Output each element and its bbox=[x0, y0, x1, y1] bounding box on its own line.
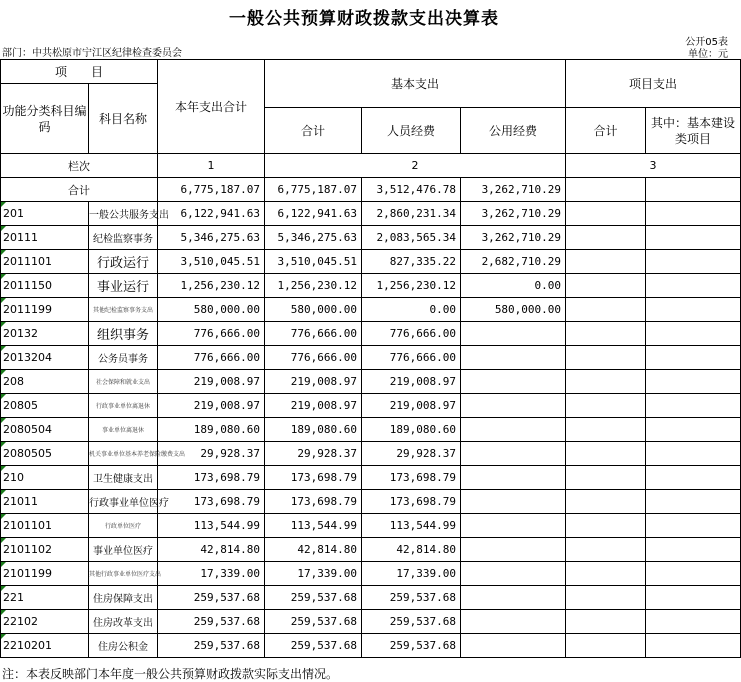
table-row bbox=[1, 226, 741, 250]
table-row bbox=[1, 490, 741, 514]
row-subject-name: 行政事业单位医疗 bbox=[89, 490, 158, 514]
row-year-total: 6,122,941.63 bbox=[158, 202, 265, 226]
row-proj-infra bbox=[646, 274, 741, 298]
row-subject-name: 卫生健康支出 bbox=[89, 466, 158, 490]
col-no-3: 3 bbox=[566, 154, 741, 178]
row-proj-subtotal bbox=[566, 538, 646, 562]
table-row bbox=[1, 562, 741, 586]
col-no-1: 1 bbox=[158, 154, 265, 178]
header-subject-name: 科目名称 bbox=[89, 84, 158, 154]
row-proj-subtotal bbox=[566, 394, 646, 418]
row-subtotal: 5,346,275.63 bbox=[265, 226, 362, 250]
row-subtotal: 776,666.00 bbox=[265, 346, 362, 370]
row-personnel: 113,544.99 bbox=[362, 514, 461, 538]
table-row bbox=[1, 250, 741, 274]
row-proj-infra bbox=[646, 610, 741, 634]
row-proj-infra bbox=[646, 418, 741, 442]
row-proj-subtotal bbox=[566, 490, 646, 514]
row-personnel: 259,537.68 bbox=[362, 586, 461, 610]
row-public-fund bbox=[461, 634, 566, 658]
row-code: 20805 bbox=[1, 394, 89, 418]
unit-label: 单位：元 bbox=[688, 49, 728, 60]
row-year-total: 219,008.97 bbox=[158, 394, 265, 418]
expenditure-table bbox=[0, 59, 741, 658]
row-personnel: 173,698.79 bbox=[362, 490, 461, 514]
row-subject-name: 组织事务 bbox=[89, 322, 158, 346]
row-code: 2011150 bbox=[1, 274, 89, 298]
row-subtotal: 3,510,045.51 bbox=[265, 250, 362, 274]
row-personnel: 1,256,230.12 bbox=[362, 274, 461, 298]
row-subtotal: 42,814.80 bbox=[265, 538, 362, 562]
row-code: 2011199 bbox=[1, 298, 89, 322]
row-proj-infra bbox=[646, 298, 741, 322]
total-subtotal: 6,775,187.07 bbox=[265, 178, 362, 202]
row-proj-infra bbox=[646, 466, 741, 490]
total-year-total: 6,775,187.07 bbox=[158, 178, 265, 202]
row-subject-name: 公务员事务 bbox=[89, 346, 158, 370]
row-year-total: 259,537.68 bbox=[158, 586, 265, 610]
row-code: 20132 bbox=[1, 322, 89, 346]
row-public-fund: 580,000.00 bbox=[461, 298, 566, 322]
row-subject-name: 社会保障和就业支出 bbox=[89, 370, 158, 394]
row-subject-name: 事业运行 bbox=[89, 274, 158, 298]
row-year-total: 776,666.00 bbox=[158, 322, 265, 346]
row-subject-name: 住房改革支出 bbox=[89, 610, 158, 634]
row-subject-name: 行政事业单位离退休 bbox=[89, 394, 158, 418]
row-personnel: 2,083,565.34 bbox=[362, 226, 461, 250]
row-personnel: 776,666.00 bbox=[362, 346, 461, 370]
table-row bbox=[1, 514, 741, 538]
row-public-fund bbox=[461, 442, 566, 466]
row-proj-subtotal bbox=[566, 346, 646, 370]
row-proj-subtotal bbox=[566, 610, 646, 634]
department-label: 部门：中共松原市宁江区纪律检查委员会 bbox=[2, 48, 182, 59]
row-personnel: 42,814.80 bbox=[362, 538, 461, 562]
row-subtotal: 17,339.00 bbox=[265, 562, 362, 586]
row-year-total: 29,928.37 bbox=[158, 442, 265, 466]
row-year-total: 42,814.80 bbox=[158, 538, 265, 562]
row-public-fund: 3,262,710.29 bbox=[461, 226, 566, 250]
row-subtotal: 776,666.00 bbox=[265, 322, 362, 346]
row-proj-subtotal bbox=[566, 418, 646, 442]
row-personnel: 173,698.79 bbox=[362, 466, 461, 490]
row-code: 2080505 bbox=[1, 442, 89, 466]
row-proj-infra bbox=[646, 346, 741, 370]
row-code: 2013204 bbox=[1, 346, 89, 370]
row-proj-subtotal bbox=[566, 586, 646, 610]
row-subtotal: 189,080.60 bbox=[265, 418, 362, 442]
table-row bbox=[1, 274, 741, 298]
row-code: 2011101 bbox=[1, 250, 89, 274]
total-proj-infra bbox=[646, 178, 741, 202]
row-year-total: 113,544.99 bbox=[158, 514, 265, 538]
row-code: 2101199 bbox=[1, 562, 89, 586]
row-code: 2080504 bbox=[1, 418, 89, 442]
total-personnel: 3,512,476.78 bbox=[362, 178, 461, 202]
row-public-fund bbox=[461, 514, 566, 538]
page-title: 一般公共预算财政拨款支出决算表 bbox=[229, 9, 499, 29]
table-row bbox=[1, 442, 741, 466]
row-year-total: 580,000.00 bbox=[158, 298, 265, 322]
row-proj-infra bbox=[646, 634, 741, 658]
row-personnel: 776,666.00 bbox=[362, 322, 461, 346]
header-proj-subtotal: 合计 bbox=[566, 108, 646, 154]
row-personnel: 0.00 bbox=[362, 298, 461, 322]
table-row bbox=[1, 538, 741, 562]
row-proj-subtotal bbox=[566, 250, 646, 274]
row-subject-name: 一般公共服务支出 bbox=[89, 202, 158, 226]
row-subject-name: 事业单位离退休 bbox=[89, 418, 158, 442]
row-public-fund bbox=[461, 370, 566, 394]
table-row bbox=[1, 298, 741, 322]
table-row bbox=[1, 466, 741, 490]
row-subject-name: 其他行政事业单位医疗支出 bbox=[89, 562, 158, 586]
row-subject-name: 机关事业单位基本养老保险缴费支出 bbox=[89, 442, 158, 466]
table-row bbox=[1, 394, 741, 418]
row-subject-name: 其他纪检监察事务支出 bbox=[89, 298, 158, 322]
row-public-fund bbox=[461, 418, 566, 442]
row-personnel: 259,537.68 bbox=[362, 610, 461, 634]
grand-total-label: 合计 bbox=[1, 178, 158, 202]
table-row bbox=[1, 586, 741, 610]
row-public-fund bbox=[461, 322, 566, 346]
row-public-fund bbox=[461, 394, 566, 418]
row-proj-infra bbox=[646, 442, 741, 466]
row-subject-name: 住房保障支出 bbox=[89, 586, 158, 610]
form-code: 公开05表 bbox=[685, 37, 728, 48]
header-func-code: 功能分类科目编码 bbox=[1, 84, 89, 154]
row-subject-name: 行政单位医疗 bbox=[89, 514, 158, 538]
col-no-2: 2 bbox=[265, 154, 566, 178]
row-personnel: 189,080.60 bbox=[362, 418, 461, 442]
row-proj-subtotal bbox=[566, 514, 646, 538]
row-code: 2210201 bbox=[1, 634, 89, 658]
row-subject-name: 行政运行 bbox=[89, 250, 158, 274]
row-proj-infra bbox=[646, 226, 741, 250]
row-public-fund: 0.00 bbox=[461, 274, 566, 298]
header-year-total: 本年支出合计 bbox=[158, 60, 265, 154]
table-row bbox=[1, 322, 741, 346]
header-subtotal: 合计 bbox=[265, 108, 362, 154]
row-year-total: 776,666.00 bbox=[158, 346, 265, 370]
row-proj-subtotal bbox=[566, 370, 646, 394]
row-proj-infra bbox=[646, 538, 741, 562]
row-proj-infra bbox=[646, 586, 741, 610]
row-proj-subtotal bbox=[566, 298, 646, 322]
row-proj-infra bbox=[646, 490, 741, 514]
row-proj-infra bbox=[646, 370, 741, 394]
header-project: 项目支出 bbox=[566, 60, 741, 108]
row-personnel: 219,008.97 bbox=[362, 370, 461, 394]
total-proj-subtotal bbox=[566, 178, 646, 202]
row-subtotal: 113,544.99 bbox=[265, 514, 362, 538]
row-public-fund bbox=[461, 466, 566, 490]
table-row bbox=[1, 346, 741, 370]
row-no-label: 栏次 bbox=[1, 154, 158, 178]
row-proj-subtotal bbox=[566, 466, 646, 490]
row-proj-subtotal bbox=[566, 562, 646, 586]
row-subtotal: 173,698.79 bbox=[265, 490, 362, 514]
row-proj-subtotal bbox=[566, 442, 646, 466]
row-year-total: 1,256,230.12 bbox=[158, 274, 265, 298]
row-code: 2101101 bbox=[1, 514, 89, 538]
table-row bbox=[1, 634, 741, 658]
row-code: 22102 bbox=[1, 610, 89, 634]
row-proj-infra bbox=[646, 202, 741, 226]
row-subtotal: 580,000.00 bbox=[265, 298, 362, 322]
row-public-fund bbox=[461, 586, 566, 610]
row-year-total: 5,346,275.63 bbox=[158, 226, 265, 250]
row-public-fund bbox=[461, 490, 566, 514]
row-public-fund bbox=[461, 346, 566, 370]
row-year-total: 173,698.79 bbox=[158, 490, 265, 514]
row-personnel: 259,537.68 bbox=[362, 634, 461, 658]
table-row bbox=[1, 370, 741, 394]
row-year-total: 219,008.97 bbox=[158, 370, 265, 394]
row-public-fund bbox=[461, 538, 566, 562]
total-public-fund: 3,262,710.29 bbox=[461, 178, 566, 202]
row-subtotal: 6,122,941.63 bbox=[265, 202, 362, 226]
row-code: 20111 bbox=[1, 226, 89, 250]
row-subtotal: 1,256,230.12 bbox=[265, 274, 362, 298]
row-subject-name: 事业单位医疗 bbox=[89, 538, 158, 562]
row-subject-name: 住房公积金 bbox=[89, 634, 158, 658]
footnote: 注：本表反映部门本年度一般公共预算财政拨款实际支出情况。 bbox=[2, 667, 339, 681]
header-item: 项 目 bbox=[1, 60, 158, 84]
row-proj-infra bbox=[646, 394, 741, 418]
row-proj-subtotal bbox=[566, 322, 646, 346]
row-year-total: 259,537.68 bbox=[158, 610, 265, 634]
row-proj-subtotal bbox=[566, 274, 646, 298]
table-row bbox=[1, 418, 741, 442]
row-public-fund bbox=[461, 610, 566, 634]
row-year-total: 3,510,045.51 bbox=[158, 250, 265, 274]
row-public-fund: 2,682,710.29 bbox=[461, 250, 566, 274]
row-code: 2101102 bbox=[1, 538, 89, 562]
row-subtotal: 219,008.97 bbox=[265, 370, 362, 394]
row-public-fund: 3,262,710.29 bbox=[461, 202, 566, 226]
row-subtotal: 259,537.68 bbox=[265, 610, 362, 634]
row-proj-subtotal bbox=[566, 226, 646, 250]
table-row bbox=[1, 610, 741, 634]
row-personnel: 2,860,231.34 bbox=[362, 202, 461, 226]
row-proj-infra bbox=[646, 322, 741, 346]
row-subject-name: 纪检监察事务 bbox=[89, 226, 158, 250]
row-code: 221 bbox=[1, 586, 89, 610]
row-personnel: 827,335.22 bbox=[362, 250, 461, 274]
row-personnel: 219,008.97 bbox=[362, 394, 461, 418]
row-proj-subtotal bbox=[566, 634, 646, 658]
table-row bbox=[1, 202, 741, 226]
header-personnel: 人员经费 bbox=[362, 108, 461, 154]
row-subtotal: 219,008.97 bbox=[265, 394, 362, 418]
row-code: 21011 bbox=[1, 490, 89, 514]
row-year-total: 17,339.00 bbox=[158, 562, 265, 586]
row-year-total: 259,537.68 bbox=[158, 634, 265, 658]
row-proj-subtotal bbox=[566, 202, 646, 226]
row-subtotal: 173,698.79 bbox=[265, 466, 362, 490]
header-basic: 基本支出 bbox=[265, 60, 566, 108]
row-public-fund bbox=[461, 562, 566, 586]
row-year-total: 173,698.79 bbox=[158, 466, 265, 490]
row-subtotal: 259,537.68 bbox=[265, 586, 362, 610]
header-public-fund: 公用经费 bbox=[461, 108, 566, 154]
row-proj-infra bbox=[646, 562, 741, 586]
row-personnel: 29,928.37 bbox=[362, 442, 461, 466]
row-code: 201 bbox=[1, 202, 89, 226]
row-subtotal: 29,928.37 bbox=[265, 442, 362, 466]
row-code: 208 bbox=[1, 370, 89, 394]
row-proj-infra bbox=[646, 250, 741, 274]
row-personnel: 17,339.00 bbox=[362, 562, 461, 586]
row-proj-infra bbox=[646, 514, 741, 538]
row-subtotal: 259,537.68 bbox=[265, 634, 362, 658]
row-year-total: 189,080.60 bbox=[158, 418, 265, 442]
row-code: 210 bbox=[1, 466, 89, 490]
header-proj-infra: 其中：基本建设类项目 bbox=[646, 108, 741, 154]
